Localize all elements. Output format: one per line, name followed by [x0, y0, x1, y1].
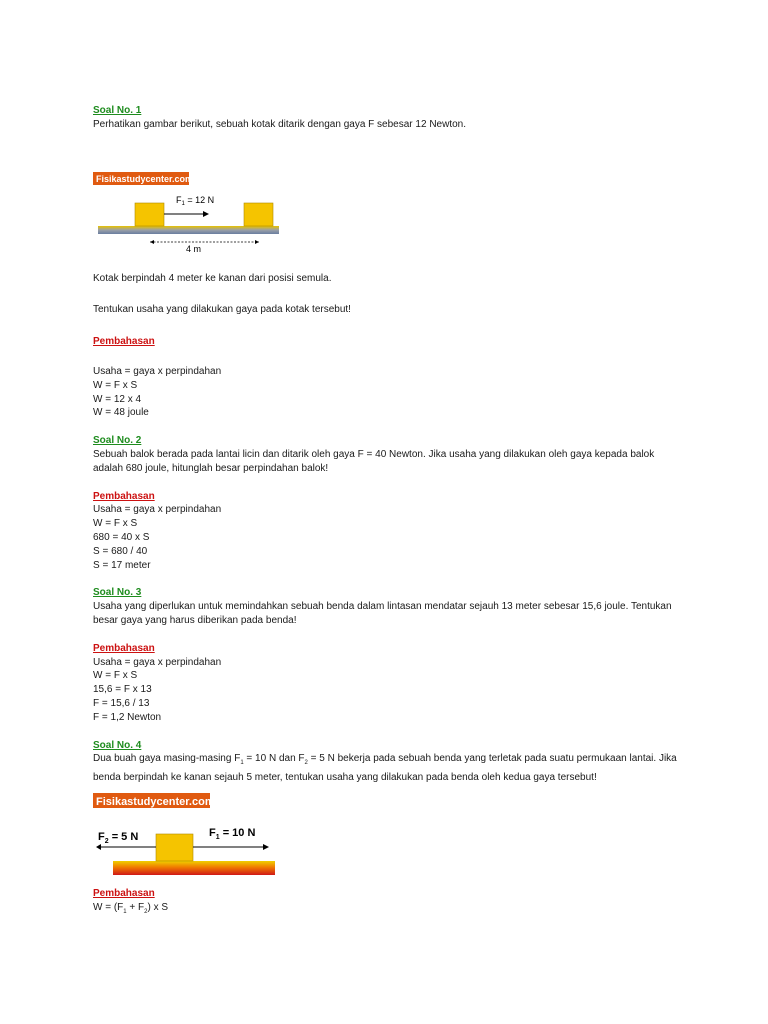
soal-3-step: Usaha = gaya x perpindahan — [93, 656, 222, 668]
soal-4-text: Dua buah gaya masing-masing $F_1 = 10$ N dan $F_2 = 5$ N bekerja pada sebuah benda yang terletak pada suatu permukaan lantai. Jika benda berpindah ke kanan sejauh 5 meter, tentukan usaha yang dilakukan pada benda oleh kedua gaya tersebut! — [93, 753, 677, 784]
f1-arrowhead — [263, 844, 269, 850]
soal-4-formula: $W = (F_1 + F_2)$ x S — [93, 901, 169, 915]
soal-1-step: W = F x S — [93, 379, 138, 391]
content-column — [93, 104, 683, 920]
soal-2-title: Soal No. 2 — [93, 435, 142, 447]
f2-arrowhead — [96, 844, 101, 850]
soal-2-text: Sebuah balok berada pada lantai licin dan ditarik oleh gaya F = 40 Newton. Jika usaha yang dilakukan oleh gaya kepada balok adalah 680 joule, hitunglah besar perpindahan balok! — [93, 448, 655, 474]
soal-1-intro: Perhatikan gambar berikut, sebuah kotak ditarik dengan gaya F sebesar 12 Newton. — [93, 118, 466, 130]
soal-2-pembahasan-title: Pembahasan — [93, 490, 155, 502]
soal-1-line3: Tentukan usaha yang dilakukan gaya pada kotak tersebut! — [93, 304, 351, 316]
watermark-text: Fisikastudycenter.com — [96, 173, 194, 184]
box — [156, 834, 193, 861]
soal-4-pembahasan-title: Pembahasan — [93, 887, 155, 899]
soal-1-step: W = 12 x 4 — [93, 393, 142, 405]
figure-1-svg — [93, 172, 293, 254]
soal-3-step: F = 1,2 Newton — [93, 711, 162, 723]
soal-3-step: W = F x S — [93, 670, 138, 682]
soal-3-text: Usaha yang diperlukan untuk memindahkan sebuah benda dalam lintasan mendatar sejauh 13 meter sebesar 15,6 joule. Tentukan besar gaya yang harus diberikan pada benda! — [93, 601, 672, 626]
soal-4-figure — [93, 793, 683, 879]
soal-3-pembahasan-title: Pembahasan — [93, 642, 155, 654]
force-arrowhead — [203, 211, 209, 217]
soal-2-step: S = 17 meter — [93, 559, 151, 571]
box-start — [135, 203, 164, 226]
force-label: $F_1 = 12$ N — [176, 194, 215, 207]
soal-1-step: W = 48 joule — [93, 407, 149, 419]
soal-2-step: W = F x S — [93, 518, 138, 530]
distance-arrow-left — [150, 240, 154, 244]
box-end — [244, 203, 273, 226]
distance-arrow-right — [255, 240, 259, 244]
floor — [98, 226, 279, 234]
soal-2-step: Usaha = gaya x perpindahan — [93, 504, 222, 516]
soal-2-step: S = 680 / 40 — [93, 545, 148, 557]
soal-3-step: F = 15,6 / 13 — [93, 697, 150, 709]
f1-label: $F_1 = 10$ N — [209, 826, 256, 841]
soal-1-figure — [93, 172, 683, 254]
watermark-text: Fisikastudycenter.com — [96, 795, 215, 808]
distance-label: 4 m — [186, 243, 202, 254]
figure-4-svg — [93, 793, 293, 879]
soal-3-step: 15,6 = F x 13 — [93, 684, 152, 696]
floor — [113, 861, 275, 875]
f2-label: $F_2 = 5$ N — [98, 830, 139, 845]
soal-2-step: 680 = 40 x S — [93, 531, 150, 543]
soal-1-step: Usaha = gaya x perpindahan — [93, 365, 222, 377]
soal-1-line2: Kotak berpindah 4 meter ke kanan dari posisi semula. — [93, 272, 332, 284]
soal-1-title: Soal No. 1 — [93, 105, 142, 116]
soal-1-pembahasan-title: Pembahasan — [93, 336, 155, 348]
soal-3-title: Soal No. 3 — [93, 587, 142, 599]
soal-4-title: Soal No. 4 — [93, 739, 142, 751]
